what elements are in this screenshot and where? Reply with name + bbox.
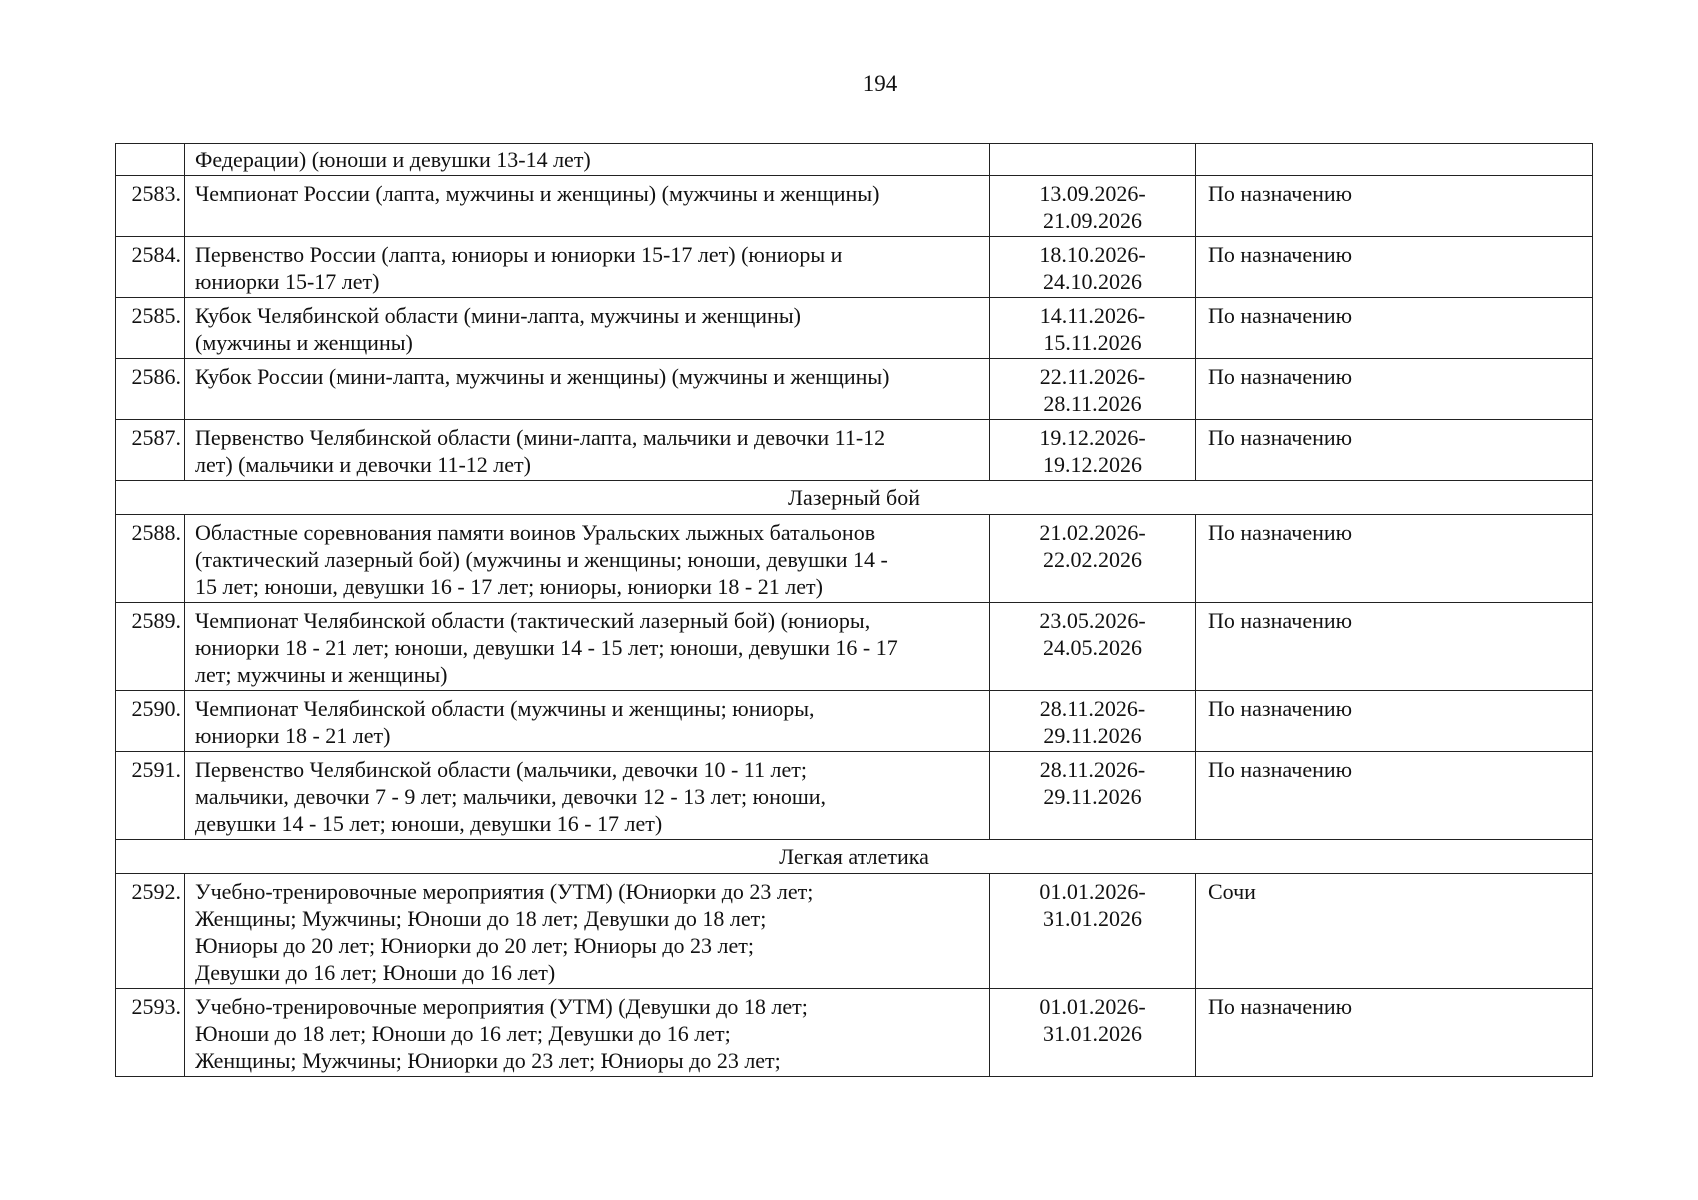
event-name-line: Первенство Челябинской области (мальчики, девочки 10 - 11 лет;: [195, 757, 807, 782]
event-place: Сочи: [1196, 874, 1593, 989]
end-date: 19.12.2026: [1043, 452, 1142, 477]
start-date: 28.11.2026-: [1039, 757, 1146, 782]
start-date: 13.09.2026-: [1039, 181, 1146, 206]
end-date: 24.10.2026: [1043, 269, 1142, 294]
row-number: 2587.: [116, 420, 185, 481]
end-date: 29.11.2026: [1043, 784, 1142, 809]
event-place: По назначению: [1196, 752, 1593, 840]
event-name: [185, 420, 990, 481]
event-dates: [990, 752, 1196, 840]
events-table-body: [116, 144, 1593, 1077]
row-number: 2583.: [116, 176, 185, 237]
event-dates: [990, 515, 1196, 603]
start-date: 18.10.2026-: [1039, 242, 1146, 267]
event-name: [185, 752, 990, 840]
event-name: [185, 359, 990, 420]
event-dates: [990, 176, 1196, 237]
table-row: [116, 603, 1593, 691]
table-row: [116, 420, 1593, 481]
event-name-line: Чемпионат Челябинской области (мужчины и женщины; юниоры,: [195, 696, 815, 721]
event-place: По назначению: [1196, 515, 1593, 603]
event-name-line: Областные соревнования памяти воинов Уральских лыжных батальонов: [195, 520, 876, 545]
end-date: 21.09.2026: [1043, 208, 1142, 233]
event-dates: [990, 359, 1196, 420]
event-name-line: девушки 14 - 15 лет; юноши, девушки 16 - 17 лет): [195, 811, 663, 836]
event-name-line: Юниоры до 20 лет; Юниорки до 20 лет; Юниоры до 23 лет;: [195, 933, 754, 958]
event-place: По назначению: [1196, 691, 1593, 752]
event-name: [185, 691, 990, 752]
event-place: По назначению: [1196, 176, 1593, 237]
event-name-line: Чемпионат Челябинской области (тактический лазерный бой) (юниоры,: [195, 608, 871, 633]
start-date: 21.02.2026-: [1039, 520, 1146, 545]
row-number: 2593.: [116, 989, 185, 1077]
event-name: [185, 176, 990, 237]
table-row: [116, 874, 1593, 989]
row-number: 2589.: [116, 603, 185, 691]
event-name: [185, 298, 990, 359]
event-name-line: Учебно-тренировочные мероприятия (УТМ) (Юниорки до 23 лет;: [195, 879, 814, 904]
table-row: [116, 359, 1593, 420]
event-name-line: Федерации) (юноши и девушки 13-14 лет): [195, 147, 591, 172]
section-title: Лазерный бой: [116, 481, 1593, 515]
event-name-line: мальчики, девочки 7 - 9 лет; мальчики, девочки 12 - 13 лет; юноши,: [195, 784, 827, 809]
event-dates: [990, 874, 1196, 989]
event-place: По назначению: [1196, 359, 1593, 420]
event-name: [185, 989, 990, 1077]
event-dates: [990, 144, 1196, 176]
start-date: 19.12.2026-: [1039, 425, 1146, 450]
table-row: [116, 691, 1593, 752]
page-number: 194: [862, 71, 898, 96]
event-place: По назначению: [1196, 420, 1593, 481]
row-number: 2585.: [116, 298, 185, 359]
event-dates: [990, 237, 1196, 298]
section-header-row: [116, 840, 1593, 874]
end-date: 22.02.2026: [1043, 547, 1142, 572]
event-place: По назначению: [1196, 603, 1593, 691]
event-name-line: лет; мужчины и женщины): [195, 662, 448, 687]
event-dates: [990, 298, 1196, 359]
row-number: [116, 144, 185, 176]
start-date: 23.05.2026-: [1039, 608, 1146, 633]
section-title: Легкая атлетика: [116, 840, 1593, 874]
event-name-line: Юноши до 18 лет; Юноши до 16 лет; Девушки до 16 лет;: [195, 1021, 731, 1046]
event-name-line: Женщины; Мужчины; Юниорки до 23 лет; Юниоры до 23 лет;: [195, 1048, 781, 1073]
event-place: [1196, 144, 1593, 176]
event-dates: [990, 691, 1196, 752]
start-date: 01.01.2026-: [1039, 879, 1146, 904]
event-name-line: Чемпионат России (лапта, мужчины и женщины) (мужчины и женщины): [195, 181, 880, 206]
row-number: 2591.: [116, 752, 185, 840]
event-name-line: Женщины; Мужчины; Юноши до 18 лет; Девушки до 18 лет;: [195, 906, 767, 931]
row-number: 2586.: [116, 359, 185, 420]
end-date: 15.11.2026: [1043, 330, 1142, 355]
event-name: [185, 603, 990, 691]
event-name-line: юниорки 18 - 21 лет; юноши, девушки 14 - 15 лет; юноши, девушки 16 - 17: [195, 635, 898, 660]
event-place: По назначению: [1196, 298, 1593, 359]
row-number: 2584.: [116, 237, 185, 298]
event-name-line: Первенство России (лапта, юниоры и юниорки 15-17 лет) (юниоры и: [195, 242, 843, 267]
event-place: По назначению: [1196, 237, 1593, 298]
event-name: [185, 515, 990, 603]
start-date: 01.01.2026-: [1039, 994, 1146, 1019]
section-header-row: [116, 481, 1593, 515]
table-row: [116, 752, 1593, 840]
event-dates: [990, 420, 1196, 481]
event-name-line: Девушки до 16 лет; Юноши до 16 лет): [195, 960, 556, 985]
event-name-line: Первенство Челябинской области (мини-лапта, мальчики и девочки 11-12: [195, 425, 886, 450]
event-name: [185, 874, 990, 989]
table-row: [116, 237, 1593, 298]
end-date: 31.01.2026: [1043, 1021, 1142, 1046]
start-date: 28.11.2026-: [1039, 696, 1146, 721]
end-date: 31.01.2026: [1043, 906, 1142, 931]
events-table: [115, 143, 1593, 1077]
event-name-line: юниорки 15-17 лет): [195, 269, 380, 294]
start-date: 22.11.2026-: [1039, 364, 1146, 389]
event-name-line: лет) (мальчики и девочки 11-12 лет): [195, 452, 531, 477]
event-place: По назначению: [1196, 989, 1593, 1077]
event-dates: [990, 603, 1196, 691]
event-name-line: юниорки 18 - 21 лет): [195, 723, 391, 748]
event-name-line: (тактический лазерный бой) (мужчины и женщины; юноши, девушки 14 -: [195, 547, 888, 572]
start-date: 14.11.2026-: [1039, 303, 1146, 328]
table-row: [116, 176, 1593, 237]
row-number: 2592.: [116, 874, 185, 989]
end-date: 29.11.2026: [1043, 723, 1142, 748]
event-name-line: (мужчины и женщины): [195, 330, 413, 355]
table-row: [116, 515, 1593, 603]
table-row: [116, 144, 1593, 176]
row-number: 2590.: [116, 691, 185, 752]
event-name: [185, 144, 990, 176]
event-dates: [990, 989, 1196, 1077]
event-name-line: Кубок России (мини-лапта, мужчины и женщины) (мужчины и женщины): [195, 364, 890, 389]
event-name: [185, 237, 990, 298]
row-number: 2588.: [116, 515, 185, 603]
event-name-line: Учебно-тренировочные мероприятия (УТМ) (Девушки до 18 лет;: [195, 994, 808, 1019]
table-row: [116, 298, 1593, 359]
event-name-line: Кубок Челябинской области (мини-лапта, мужчины и женщины): [195, 303, 801, 328]
table-row: [116, 989, 1593, 1077]
end-date: 28.11.2026: [1043, 391, 1142, 416]
event-name-line: 15 лет; юноши, девушки 16 - 17 лет; юниоры, юниорки 18 - 21 лет): [195, 574, 823, 599]
end-date: 24.05.2026: [1043, 635, 1142, 660]
